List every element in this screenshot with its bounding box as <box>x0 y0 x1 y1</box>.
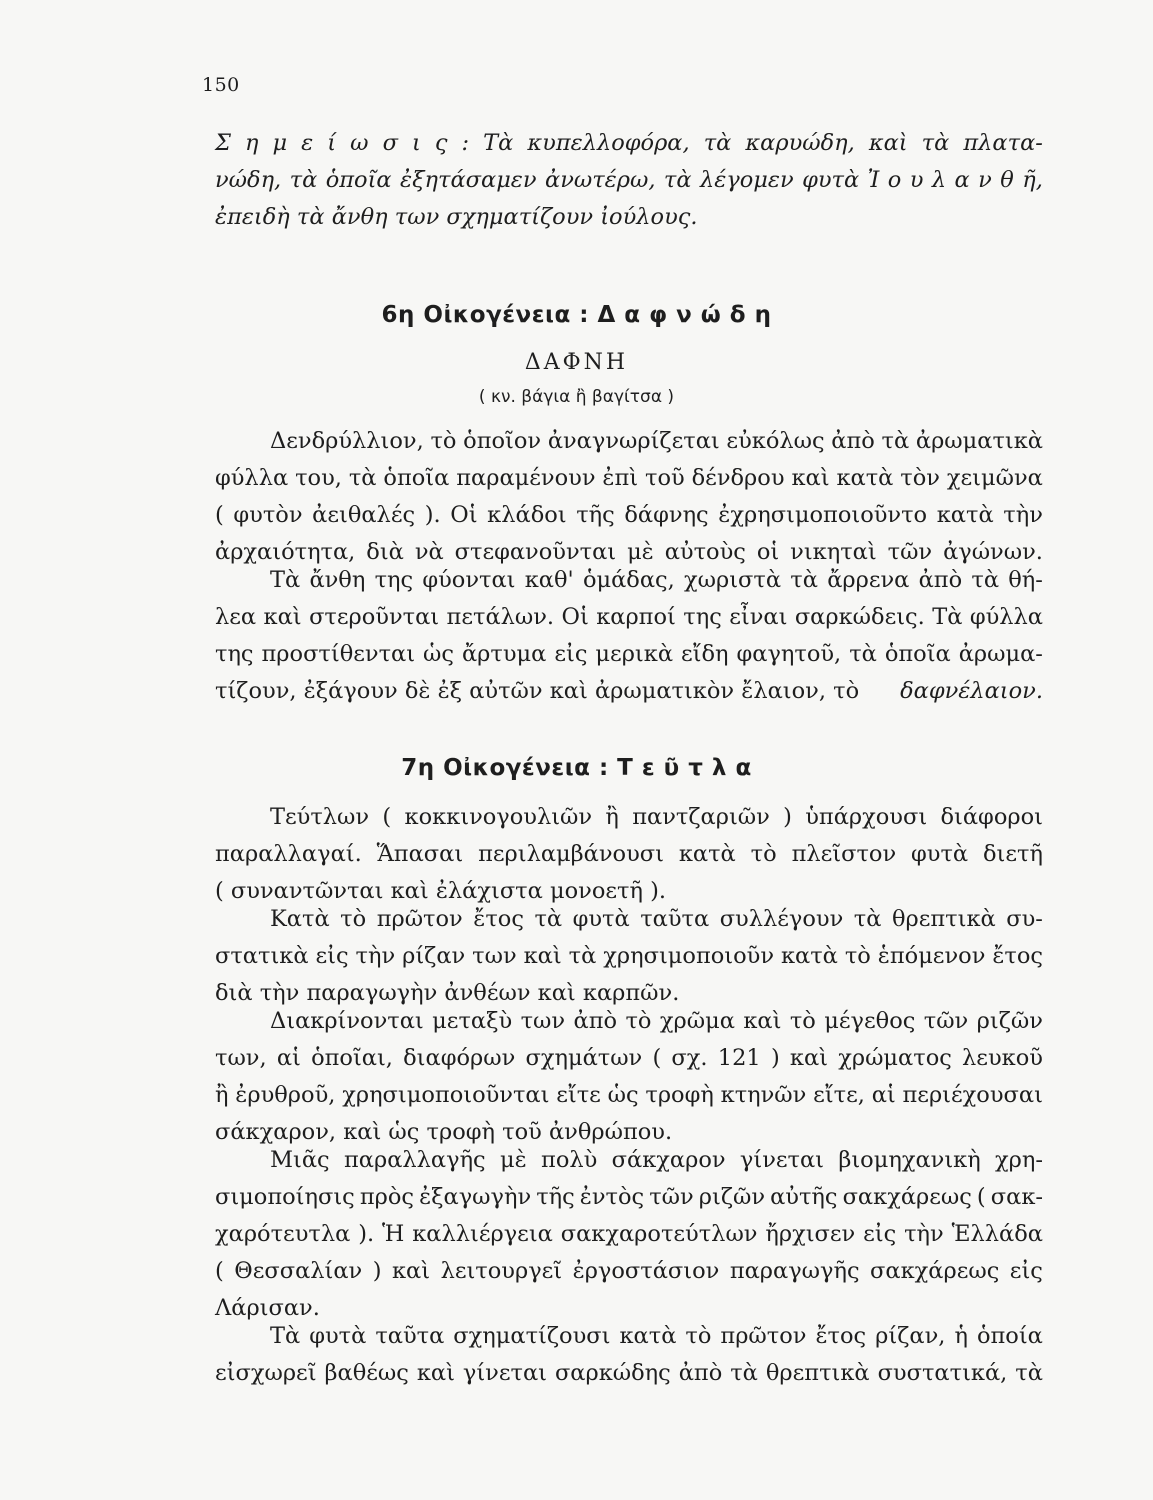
common-names-note: ( κν. βάγια ἢ βαγίτσα ) <box>478 387 675 407</box>
text-line: ἢ ἐρυθροῦ, χρησιμοποιοῦνται εἴτε ὡς τροφὴ κτηνῶν εἴτε, αἱ περιέχουσαι <box>215 1082 1043 1108</box>
beet-paragraph-4 <box>215 1142 1043 1327</box>
text-line: σιμοποίησις πρὸς ἐξαγωγὴν τῆς ἐντὸς τῶν ριζῶν αὐτῆς σακχάρεως ( σακ- <box>215 1184 1043 1210</box>
text-line: παραλλαγαί. Ἅπασαι περιλαμβάνουσι κατὰ τὸ πλεῖστον φυτὰ διετῆ <box>215 841 1043 867</box>
section-subheading-laurel: ΔΑΦΝΗ <box>524 350 629 375</box>
text-line: Λάρισαν. <box>215 1295 320 1321</box>
text-line: ἀρχαιότητα, διὰ νὰ στεφανοῦνται μὲ αὐτοὺς οἱ νικηταὶ τῶν ἀγώνων. <box>215 539 1043 565</box>
text-line: χαρότευτλα ). Ἡ καλλιέργεια σακχαροτεύτλων ἤρχισεν εἰς τὴν Ἑλλάδα <box>215 1221 1043 1247</box>
text-line: Τὰ ἄνθη της φύονται καθ' ὁμάδας, χωριστὰ τὰ ἄρρενα ἀπὸ τὰ θή- <box>270 567 1043 593</box>
note-paragraph <box>215 125 1043 236</box>
beet-paragraph-3 <box>215 1003 1043 1151</box>
text-line: λεα καὶ στεροῦνται πετάλων. Οἱ καρποί της εἶναι σαρκώδεις. Τὰ φύλλα <box>215 604 1043 630</box>
text-line: Δενδρύλλιον, τὸ ὁποῖον ἀναγνωρίζεται εὐκόλως ἀπὸ τὰ ἀρωματικὰ <box>270 428 1043 454</box>
text-line: Τὰ φυτὰ ταῦτα σχηματίζουσι κατὰ τὸ πρῶτον ἔτος ρίζαν, ἡ ὁποία <box>270 1323 1043 1349</box>
note-line: ἐπειδὴ τὰ ἄνθη των σχηματίζουν ἰούλους. <box>215 204 698 230</box>
text-line: εἰσχωρεῖ βαθέως καὶ γίνεται σαρκώδης ἀπὸ τὰ θρεπτικὰ συστατικά, τὰ <box>215 1360 1043 1386</box>
text-line: στατικὰ εἰς τὴν ρίζαν των καὶ τὰ χρησιμοποιοῦν κατὰ τὸ ἑπόμενον ἔτος <box>215 943 1043 969</box>
text-line: φύλλα του, τὰ ὁποῖα παραμένουν ἐπὶ τοῦ δένδρου καὶ κατὰ τὸν χειμῶνα <box>215 465 1043 491</box>
text-segment: τίζουν, ἐξάγουν δὲ ἐξ αὐτῶν καὶ ἀρωματικὸν ἔλαιον, τὸ <box>215 678 860 704</box>
text-line: Κατὰ τὸ πρῶτον ἔτος τὰ φυτὰ ταῦτα συλλέγουν τὰ θρεπτικὰ συ- <box>270 906 1043 932</box>
text-line: σάκχαρον, καὶ ὡς τροφὴ τοῦ ἀνθρώπου. <box>215 1119 673 1145</box>
beet-paragraph-2 <box>215 901 1043 1012</box>
text-line: Διακρίνονται μεταξὺ των ἀπὸ τὸ χρῶμα καὶ τὸ μέγεθος τῶν ριζῶν <box>270 1008 1043 1034</box>
section-heading-laurel-family: 6η Οἰκογένεια : Δ α φ ν ώ δ η <box>381 302 772 328</box>
text-line: ( Θεσσαλίαν ) καὶ λειτουργεῖ ἐργοστάσιον παραγωγῆς σακχάρεως εἰς <box>215 1258 1043 1284</box>
text-line: της προστίθενται ὡς ἄρτυμα εἰς μερικὰ εἴδη φαγητοῦ, τὰ ὁποῖα ἀρωμα- <box>215 641 1043 667</box>
note-line: Σ η μ ε ί ω σ ι ς : Τὰ κυπελλοφόρα, τὰ καρυώδη, καὶ τὰ πλατα- <box>215 130 1043 156</box>
text-line: Τεύτλων ( κοκκινογουλιῶν ἢ παντζαριῶν ) ὑπάρχουσι διάφοροι <box>270 804 1043 830</box>
term-daphnelaion: δαφνέλαιον. <box>900 678 1043 704</box>
note-line: νώδη, τὰ ὁποῖα ἐξητάσαμεν ἀνωτέρω, τὰ λέγομεν φυτὰ Ἰ ο υ λ α ν θ ῆ, <box>215 167 1043 193</box>
beet-paragraph-5 <box>215 1318 1043 1392</box>
text-line: ( φυτὸν ἀειθαλές ). Οἱ κλάδοι τῆς δάφνης ἐχρησιμοποιοῦντο κατὰ τὴν <box>215 502 1043 528</box>
section-heading-beet-family: 7η Οἰκογένεια : Τ ε ῦ τ λ α <box>401 755 752 781</box>
beet-paragraph-1 <box>215 799 1043 910</box>
text-line: ( συναντῶνται καὶ ἐλάχιστα μονοετῆ ). <box>215 878 667 904</box>
laurel-paragraph-1 <box>215 423 1043 571</box>
text-line: διὰ τὴν παραγωγὴν ἀνθέων καὶ καρπῶν. <box>215 980 680 1006</box>
text-line: Μιᾶς παραλλαγῆς μὲ πολὺ σάκχαρον γίνεται βιομηχανικὴ χρη- <box>270 1147 1043 1173</box>
page-number: 150 <box>202 74 240 96</box>
text-line: των, αἱ ὁποῖαι, διαφόρων σχημάτων ( σχ. 121 ) καὶ χρώματος λευκοῦ <box>215 1045 1043 1071</box>
laurel-paragraph-2 <box>215 562 1043 710</box>
text-line <box>215 673 1043 710</box>
